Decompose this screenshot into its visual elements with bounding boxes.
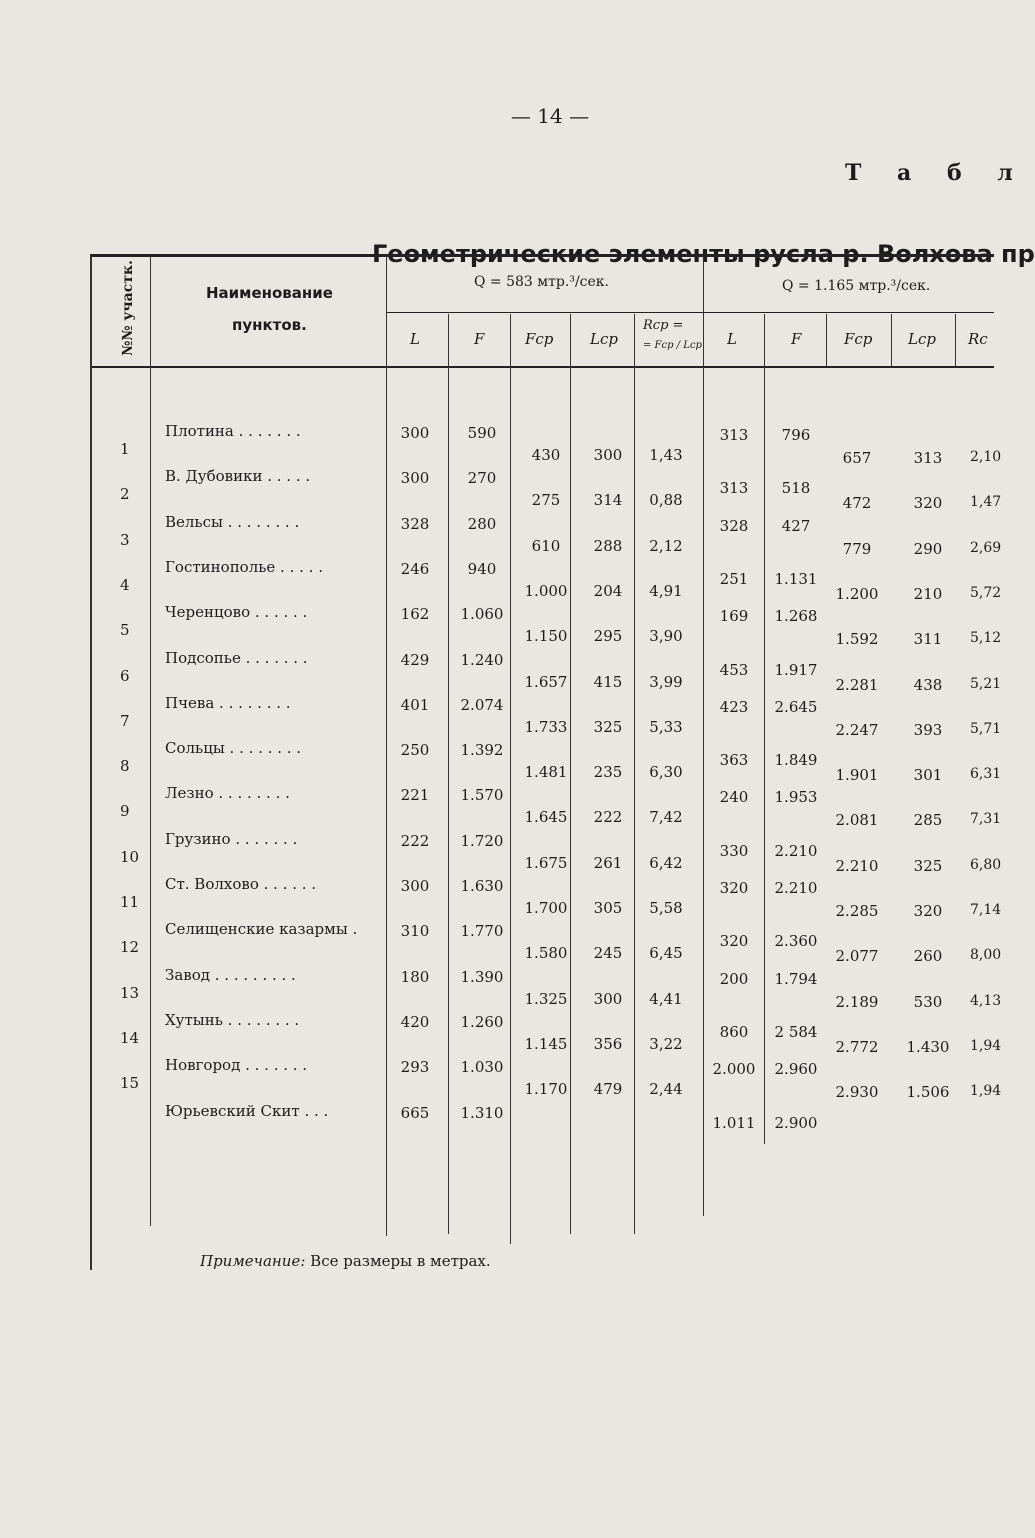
cell-Rcp1: 5,33 xyxy=(649,717,683,736)
cell-Fcp2: 1.200 xyxy=(835,584,879,603)
point-name: Ст. Волхово . . . . . . xyxy=(165,875,317,893)
cell-Fcp2: 2.081 xyxy=(835,811,879,830)
cell-L2: 320 xyxy=(719,879,749,897)
hdr-F2: F xyxy=(791,330,802,348)
cell-Lcp1: 479 xyxy=(593,1080,623,1099)
table-title: Геометрические элементы русла р. Волхова пр xyxy=(372,240,1035,268)
cell-L2: 2.000 xyxy=(712,1060,756,1079)
cell-Lcp1: 295 xyxy=(593,627,623,646)
cell-L1: 429 xyxy=(400,650,430,669)
page-number: — 14 — xyxy=(510,104,590,128)
section-number: 1 xyxy=(120,440,130,458)
cell-L2: 320 xyxy=(719,932,749,951)
cell-Lcp2: 311 xyxy=(913,630,943,649)
cell-Fcp2: 2.247 xyxy=(835,720,879,739)
point-name: Плотина . . . . . . . xyxy=(165,422,301,440)
cell-Lcp1: 222 xyxy=(593,808,623,827)
cell-F2: 2.960 xyxy=(774,1060,818,1079)
cell-L1: 310 xyxy=(400,922,430,941)
cell-Rcp1: 6,30 xyxy=(649,763,683,782)
cell-F1: 1.770 xyxy=(460,922,504,941)
cell-Lcp2: 290 xyxy=(913,539,943,558)
table-header-rule xyxy=(90,366,994,368)
point-name: Завод . . . . . . . . . xyxy=(165,965,296,984)
cell-Rcp2: 1,94 xyxy=(970,1083,1002,1100)
cell-Fcp2: 2.189 xyxy=(835,992,879,1011)
cell-Rcp2: 6,80 xyxy=(970,856,1002,873)
hdr-Fcp2: Fcp xyxy=(844,330,873,348)
cell-Rcp2: 5,12 xyxy=(970,630,1002,647)
cell-F1: 1.060 xyxy=(460,605,504,624)
point-name: Сольцы . . . . . . . . xyxy=(165,739,302,758)
point-name: Хутынь . . . . . . . . xyxy=(165,1010,300,1029)
cell-F2: 1.849 xyxy=(774,751,818,770)
cell-F1: 1.030 xyxy=(460,1058,504,1077)
cell-F2: 518 xyxy=(781,479,811,498)
table-note xyxy=(200,1252,491,1270)
section-number: 3 xyxy=(120,530,130,549)
cell-F1: 1.630 xyxy=(460,877,504,895)
cell-Fcp2: 779 xyxy=(842,539,872,558)
cell-Rcp2: 7,14 xyxy=(970,902,1002,918)
cell-Fcp1: 1.145 xyxy=(524,1034,568,1053)
cell-Rcp2: 7,31 xyxy=(970,811,1002,828)
hdr-Fcp1: Fcp xyxy=(525,330,554,348)
cell-F1: 1.570 xyxy=(460,786,504,805)
cell-Fcp1: 1.700 xyxy=(524,899,568,917)
cell-F1: 940 xyxy=(467,559,497,578)
cell-Rcp1: 1,43 xyxy=(649,446,683,464)
cell-Rcp1: 3,99 xyxy=(649,672,683,691)
cell-Lcp2: 210 xyxy=(913,584,943,603)
cell-Lcp1: 245 xyxy=(593,944,623,963)
cell-F1: 1.310 xyxy=(460,1103,504,1122)
cell-L1: 300 xyxy=(400,424,430,442)
hdr-L1: L xyxy=(410,330,420,348)
cell-Lcp2: 320 xyxy=(913,902,943,920)
cell-Fcp2: 472 xyxy=(842,494,872,513)
cell-F1: 1.720 xyxy=(460,831,504,850)
hdr-Lcp2: Lcp xyxy=(908,330,936,348)
cell-Fcp1: 1.675 xyxy=(524,853,568,872)
cell-L1: 246 xyxy=(400,559,430,578)
group-sub-rule xyxy=(386,312,994,313)
cell-F2: 2.210 xyxy=(774,841,818,860)
group1-header: Q = 583 мтр.³/сек. xyxy=(474,274,609,290)
cell-L1: 401 xyxy=(400,695,430,714)
cell-L2: 363 xyxy=(719,751,749,770)
cell-F2: 1.953 xyxy=(774,788,818,807)
section-number: 13 xyxy=(120,983,140,1002)
cell-Lcp2: 301 xyxy=(913,766,943,785)
cell-L1: 180 xyxy=(400,967,430,986)
cell-Fcp1: 610 xyxy=(531,536,561,555)
hdr-Rcp2: Rc xyxy=(968,330,988,348)
section-number: 9 xyxy=(120,802,130,821)
cell-Lcp2: 1.506 xyxy=(906,1083,950,1102)
cell-Fcp1: 1.325 xyxy=(524,989,568,1008)
col-divider-rcp2 xyxy=(955,314,956,366)
cell-L1: 328 xyxy=(400,514,430,533)
cell-F1: 270 xyxy=(467,469,497,488)
cell-Fcp1: 1.657 xyxy=(524,672,568,691)
cell-L1: 221 xyxy=(400,786,430,805)
cell-Lcp1: 415 xyxy=(593,672,623,691)
cell-L1: 300 xyxy=(400,469,430,488)
col-name-header-2: пунктов. xyxy=(232,316,307,334)
cell-L1: 250 xyxy=(400,741,430,760)
cell-F1: 1.392 xyxy=(460,741,504,760)
hdr-L2: L xyxy=(727,330,737,348)
table-top-rule xyxy=(90,254,994,257)
section-number: 12 xyxy=(120,938,140,957)
cell-Fcp1: 275 xyxy=(531,491,561,510)
point-name: Черенцово . . . . . . xyxy=(165,603,308,622)
cell-Rcp1: 7,42 xyxy=(649,808,683,827)
col-divider-fcp2 xyxy=(826,314,827,366)
cell-Lcp2: 530 xyxy=(913,992,943,1011)
cell-Lcp1: 305 xyxy=(593,899,623,917)
cell-L2: 328 xyxy=(719,516,749,535)
cell-F1: 280 xyxy=(467,514,497,533)
cell-Rcp2: 1,47 xyxy=(970,494,1002,511)
cell-Fcp1: 1.733 xyxy=(524,717,568,736)
section-number: 2 xyxy=(120,485,130,504)
cell-Fcp1: 1.580 xyxy=(524,944,568,963)
cell-F2: 796 xyxy=(781,426,811,444)
cell-Fcp2: 657 xyxy=(842,449,872,467)
section-number: 6 xyxy=(120,666,130,685)
cell-Rcp2: 4,13 xyxy=(970,992,1002,1009)
section-number: 11 xyxy=(120,893,140,911)
cell-F2: 427 xyxy=(781,516,811,535)
cell-L1: 420 xyxy=(400,1012,430,1031)
note-text: Все размеры в метрах. xyxy=(305,1252,491,1270)
cell-Rcp2: 1,94 xyxy=(970,1037,1002,1054)
cell-L2: 313 xyxy=(719,426,749,444)
hdr-Rcp1-formula: = Fcp / Lcp xyxy=(643,340,702,351)
cell-Rcp1: 6,42 xyxy=(649,853,683,872)
cell-Rcp2: 2,69 xyxy=(970,539,1002,556)
cell-L2: 313 xyxy=(719,479,749,498)
cell-Lcp2: 438 xyxy=(913,675,943,694)
cell-Lcp2: 325 xyxy=(913,856,943,875)
cell-Fcp2: 2.930 xyxy=(835,1083,879,1102)
cell-Lcp1: 261 xyxy=(593,853,623,872)
cell-Fcp1: 1.481 xyxy=(524,763,568,782)
cell-Lcp1: 314 xyxy=(593,491,623,510)
cell-F1: 590 xyxy=(467,424,497,442)
cell-F2: 2.900 xyxy=(774,1113,818,1132)
col-num-header: №№ участк. xyxy=(120,260,136,356)
table-caption: Т а б л xyxy=(845,160,1027,186)
section-number: 15 xyxy=(120,1074,140,1093)
cell-Rcp2: 5,72 xyxy=(970,584,1002,601)
cell-F2: 2.210 xyxy=(774,879,818,897)
cell-Rcp1: 0,88 xyxy=(649,491,683,510)
cell-Rcp1: 6,45 xyxy=(649,944,683,963)
cell-Fcp2: 2.077 xyxy=(835,947,879,966)
cell-Lcp1: 356 xyxy=(593,1034,623,1053)
note-label: Примечание: xyxy=(200,1252,306,1270)
cell-F1: 1.260 xyxy=(460,1012,504,1031)
cell-Rcp1: 4,91 xyxy=(649,581,683,600)
hdr-F1: F xyxy=(474,330,485,348)
col-divider-f1 xyxy=(448,314,449,1234)
cell-Rcp2: 2,10 xyxy=(970,449,1002,465)
cell-L2: 453 xyxy=(719,660,749,679)
cell-L1: 293 xyxy=(400,1058,430,1077)
cell-Fcp1: 1.000 xyxy=(524,581,568,600)
point-name: Грузино . . . . . . . xyxy=(165,829,298,848)
left-border xyxy=(90,256,92,1270)
section-number: 7 xyxy=(120,711,130,730)
point-name: Вельсы . . . . . . . . xyxy=(165,512,300,531)
point-name: В. Дубовики . . . . . xyxy=(165,467,311,486)
cell-F2: 2.645 xyxy=(774,697,818,716)
cell-F2: 1.131 xyxy=(774,569,818,588)
cell-Rcp2: 5,71 xyxy=(970,720,1002,737)
cell-Rcp2: 6,31 xyxy=(970,766,1002,783)
cell-Lcp2: 320 xyxy=(913,494,943,513)
cell-Fcp1: 1.645 xyxy=(524,808,568,827)
cell-Rcp1: 2,44 xyxy=(649,1080,683,1099)
cell-Lcp1: 288 xyxy=(593,536,623,555)
col-name-header: Наименование xyxy=(206,284,333,302)
point-name: Пчева . . . . . . . . xyxy=(165,693,291,712)
cell-Rcp1: 4,41 xyxy=(649,989,683,1008)
cell-F1: 1.240 xyxy=(460,650,504,669)
cell-F1: 2.074 xyxy=(460,695,504,714)
cell-Fcp2: 2.285 xyxy=(835,902,879,920)
cell-Lcp2: 313 xyxy=(913,449,943,467)
cell-Lcp1: 235 xyxy=(593,763,623,782)
section-number: 8 xyxy=(120,757,130,776)
cell-Fcp2: 2.772 xyxy=(835,1037,879,1056)
cell-Rcp1: 3,22 xyxy=(649,1034,683,1053)
group2-header: Q = 1.165 мтр.³/сек. xyxy=(782,278,931,294)
cell-L2: 251 xyxy=(719,569,749,588)
hdr-Rcp1: Rcp = xyxy=(643,318,684,333)
section-number: 5 xyxy=(120,621,130,640)
cell-Fcp2: 2.281 xyxy=(835,675,879,694)
cell-Lcp2: 260 xyxy=(913,947,943,966)
cell-F2: 2.360 xyxy=(774,932,818,951)
cell-Rcp1: 5,58 xyxy=(649,899,683,917)
cell-L2: 330 xyxy=(719,841,749,860)
cell-Rcp2: 8,00 xyxy=(970,947,1002,964)
cell-Rcp2: 5,21 xyxy=(970,675,1002,692)
point-name: Юрьевский Скит . . . xyxy=(165,1101,329,1120)
cell-L1: 665 xyxy=(400,1103,430,1122)
cell-Lcp2: 285 xyxy=(913,811,943,830)
cell-L1: 162 xyxy=(400,605,430,624)
point-name: Гостинополье . . . . . xyxy=(165,557,323,576)
cell-Lcp2: 393 xyxy=(913,720,943,739)
cell-Lcp1: 300 xyxy=(593,989,623,1008)
cell-L2: 240 xyxy=(719,788,749,807)
cell-Fcp2: 2.210 xyxy=(835,856,879,875)
cell-L1: 300 xyxy=(400,877,430,895)
cell-L2: 423 xyxy=(719,697,749,716)
cell-L2: 200 xyxy=(719,969,749,988)
point-name: Новгород . . . . . . . xyxy=(165,1056,308,1075)
cell-Fcp2: 1.592 xyxy=(835,630,879,649)
point-name: Лезно . . . . . . . . xyxy=(165,784,290,803)
cell-Lcp1: 300 xyxy=(593,446,623,464)
cell-Lcp2: 1.430 xyxy=(906,1037,950,1056)
cell-F2: 2 584 xyxy=(774,1022,818,1041)
cell-Rcp1: 2,12 xyxy=(649,536,683,555)
point-name: Подсопье . . . . . . . xyxy=(165,648,308,667)
cell-Fcp1: 1.150 xyxy=(524,627,568,646)
section-number: 4 xyxy=(120,575,130,594)
point-name: Селищенские казармы . xyxy=(165,920,358,939)
cell-L2: 169 xyxy=(719,607,749,626)
section-number: 14 xyxy=(120,1028,140,1047)
cell-F1: 1.390 xyxy=(460,967,504,986)
hdr-Lcp1: Lcp xyxy=(590,330,618,348)
cell-F2: 1.268 xyxy=(774,607,818,626)
section-number: 10 xyxy=(120,847,140,866)
cell-Lcp1: 325 xyxy=(593,717,623,736)
col-divider-num xyxy=(150,256,151,1226)
cell-L1: 222 xyxy=(400,831,430,850)
cell-Fcp1: 1.170 xyxy=(524,1080,568,1099)
cell-Lcp1: 204 xyxy=(593,581,623,600)
cell-F2: 1.794 xyxy=(774,969,818,988)
cell-L2: 860 xyxy=(719,1022,749,1041)
cell-Fcp1: 430 xyxy=(531,446,561,464)
cell-L2: 1.011 xyxy=(712,1113,756,1132)
cell-Rcp1: 3,90 xyxy=(649,627,683,646)
cell-F2: 1.917 xyxy=(774,660,818,679)
col-divider-lcp2 xyxy=(891,314,892,366)
cell-Fcp2: 1.901 xyxy=(835,766,879,785)
